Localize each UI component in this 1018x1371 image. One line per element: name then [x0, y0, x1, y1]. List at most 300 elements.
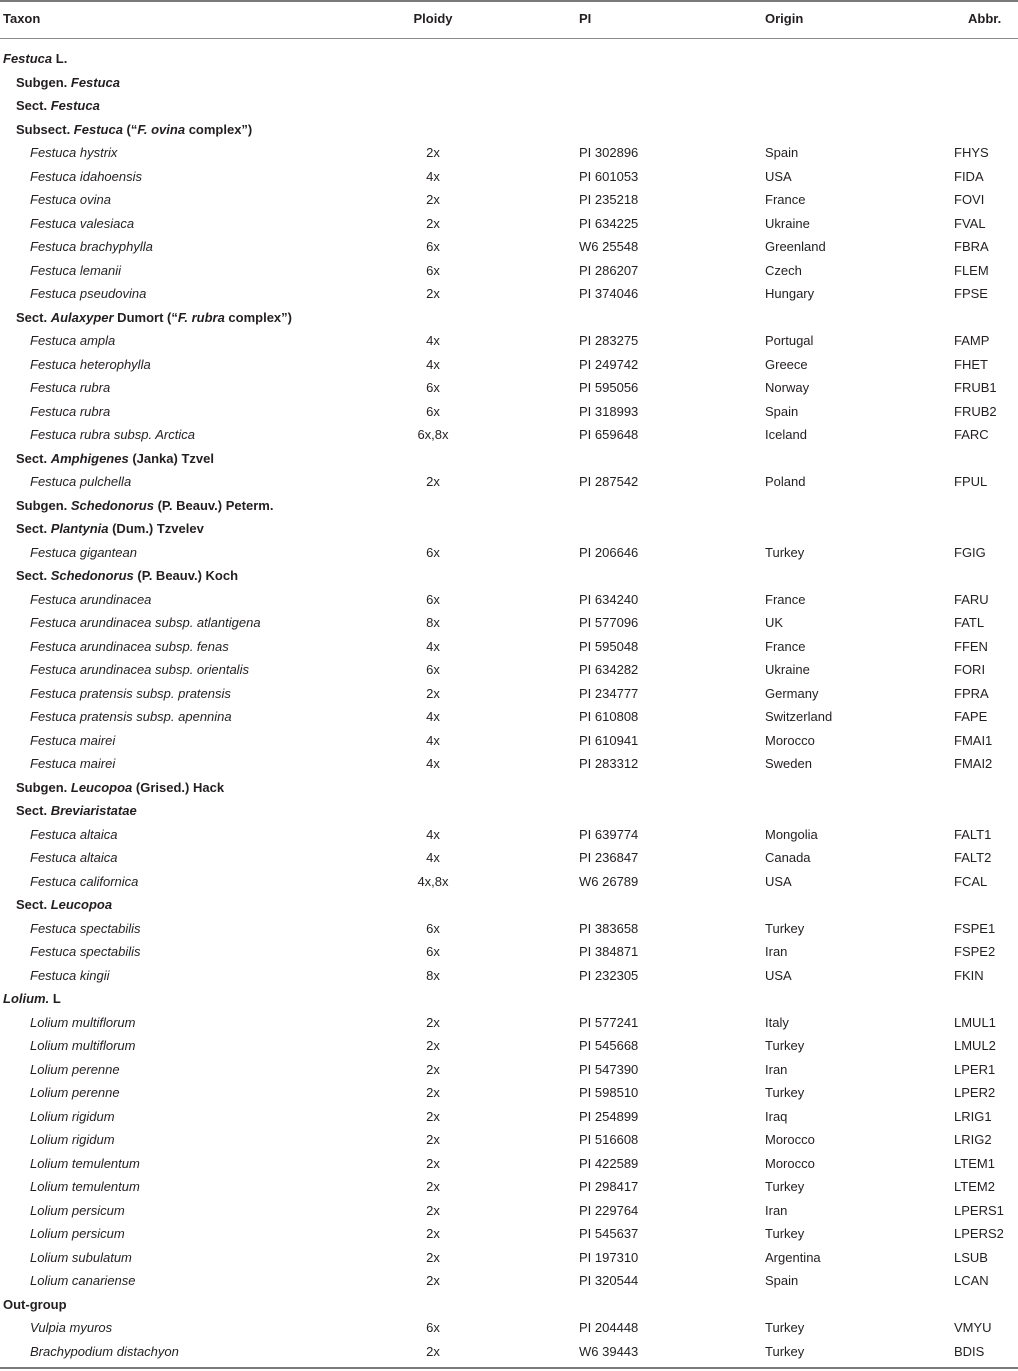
pi-cell: PI 383658	[579, 920, 639, 936]
pi-cell: PI 516608	[579, 1132, 639, 1147]
heading-segment: Dumort (“	[113, 309, 178, 325]
pi-cell: PI 595056	[579, 380, 639, 395]
heading-segment: Subsect.	[16, 121, 74, 137]
pi-cell: PI 634240	[579, 591, 639, 607]
table-row	[0, 188, 1018, 212]
pi-cell: PI 229764	[579, 1202, 639, 1218]
origin-cell: Mongolia	[765, 826, 818, 842]
taxon-cell: Festuca mairei	[30, 756, 116, 771]
pi-cell: PI 545637	[579, 1226, 639, 1241]
table-row	[0, 1175, 1018, 1199]
header-ploidy: Ploidy	[413, 11, 453, 26]
heading-segment: Plantynia	[50, 521, 109, 536]
heading-segment: Lolium.	[3, 991, 50, 1006]
genus-heading-row	[0, 47, 1018, 71]
table-top-rule	[0, 0, 1018, 2]
table-row	[0, 165, 1018, 189]
ploidy-cell: 2x	[426, 1061, 440, 1077]
pi-cell: PI 232305	[579, 967, 639, 983]
group-heading	[16, 94, 100, 118]
ploidy-cell: 6x	[426, 403, 440, 419]
table-row	[0, 846, 1018, 870]
table-row	[0, 1246, 1018, 1270]
heading-segment: Schedonorus	[70, 497, 154, 513]
taxon-cell: Festuca idahoensis	[30, 168, 143, 184]
taxon-cell: Vulpia myuros	[30, 1320, 113, 1335]
ploidy-cell: 2x	[426, 1014, 440, 1030]
table-row	[0, 611, 1018, 635]
pi-cell: PI 283275	[579, 333, 639, 348]
ploidy-cell: 2x	[426, 474, 440, 489]
heading-segment: Festuca	[50, 98, 100, 113]
pi-cell: PI 659648	[579, 427, 639, 442]
ploidy-cell: 4x	[426, 850, 440, 865]
group-heading	[16, 776, 224, 800]
abbr-cell: BDIS	[954, 1343, 985, 1359]
ploidy-cell: 2x	[426, 1132, 440, 1147]
abbr-cell: VMYU	[954, 1320, 992, 1335]
taxon-cell: Festuca arundinacea subsp. atlantigena	[30, 615, 261, 630]
table-row	[0, 141, 1018, 165]
abbr-cell: FRUB2	[954, 403, 997, 419]
group-heading-row	[0, 564, 1018, 588]
ploidy-cell: 2x	[426, 1038, 440, 1053]
abbr-cell: FKIN	[954, 967, 984, 983]
taxon-cell: Festuca ovina	[30, 192, 111, 207]
abbr-cell: FHET	[954, 356, 988, 372]
taxon-cell: Lolium perenne	[30, 1085, 120, 1100]
taxon-cell: Lolium rigidum	[30, 1108, 115, 1124]
group-heading	[16, 447, 214, 471]
taxon-cell: Festuca spectabilis	[30, 944, 141, 959]
table-row	[0, 964, 1018, 988]
table-row	[0, 1269, 1018, 1293]
pi-cell: PI 634282	[579, 662, 639, 677]
origin-cell: USA	[765, 873, 792, 889]
table-body	[0, 47, 1018, 1363]
table-row	[0, 940, 1018, 964]
group-heading	[16, 799, 137, 823]
pi-cell: PI 374046	[579, 286, 639, 301]
pi-cell: PI 601053	[579, 168, 639, 184]
pi-cell: PI 283312	[579, 756, 639, 771]
group-heading-row	[0, 306, 1018, 330]
taxon-cell: Festuca arundinacea subsp. fenas	[30, 638, 229, 654]
table-row	[0, 376, 1018, 400]
pi-cell: PI 634225	[579, 215, 639, 231]
heading-segment: Breviaristatae	[50, 803, 137, 818]
table-row	[0, 752, 1018, 776]
heading-segment: Leucopoa	[50, 897, 113, 912]
abbr-cell: FSPE1	[954, 920, 996, 936]
abbr-cell: FGIG	[954, 544, 986, 560]
table-row	[0, 870, 1018, 894]
abbr-cell: FARU	[954, 591, 989, 607]
heading-segment: Sect.	[16, 521, 51, 536]
taxon-cell: Festuca pratensis subsp. pratensis	[30, 685, 231, 701]
heading-segment: Sect.	[16, 897, 51, 912]
abbr-cell: FORI	[954, 662, 986, 677]
pi-cell: PI 384871	[579, 944, 639, 959]
pi-cell: PI 206646	[579, 544, 639, 560]
ploidy-cell: 6x	[426, 944, 440, 959]
genus-heading-row	[0, 1293, 1018, 1317]
taxon-cell: Lolium temulentum	[30, 1179, 140, 1194]
abbr-cell: FARC	[954, 427, 989, 442]
ploidy-cell: 4x	[426, 356, 440, 372]
table-row	[0, 1340, 1018, 1364]
ploidy-cell: 6x	[426, 662, 440, 677]
pi-cell: PI 249742	[579, 356, 639, 372]
header-pi: PI	[579, 11, 592, 26]
pi-cell: PI 236847	[579, 850, 639, 865]
taxon-cell: Festuca arundinacea subsp. orientalis	[30, 662, 249, 677]
ploidy-cell: 2x	[426, 145, 440, 160]
pi-cell: PI 595048	[579, 638, 639, 654]
header-origin: Origin	[765, 11, 804, 26]
abbr-cell: FATL	[954, 615, 985, 630]
origin-cell: Argentina	[765, 1249, 821, 1265]
table-row	[0, 705, 1018, 729]
origin-cell: Hungary	[765, 286, 815, 301]
abbr-cell: FBRA	[954, 239, 989, 254]
abbr-cell: FFEN	[954, 638, 988, 654]
abbr-cell: LPER2	[954, 1085, 996, 1100]
ploidy-cell: 2x	[426, 685, 440, 701]
table-row	[0, 470, 1018, 494]
pi-cell: W6 26789	[579, 873, 639, 889]
origin-cell: France	[765, 192, 806, 207]
abbr-cell: FSPE2	[954, 944, 996, 959]
origin-cell: Iran	[765, 944, 788, 959]
abbr-cell: FOVI	[954, 192, 985, 207]
origin-cell: Turkey	[765, 1320, 805, 1335]
pi-cell: PI 318993	[579, 403, 639, 419]
origin-cell: Canada	[765, 850, 811, 865]
origin-cell: Turkey	[765, 920, 805, 936]
table-row	[0, 1011, 1018, 1035]
table-row	[0, 259, 1018, 283]
abbr-cell: LTEM2	[954, 1179, 995, 1194]
heading-segment: Amphigenes	[50, 450, 129, 466]
pi-cell: PI 302896	[579, 145, 639, 160]
ploidy-cell: 6x	[426, 591, 440, 607]
abbr-cell: FAMP	[954, 333, 990, 348]
pi-cell: PI 610941	[579, 732, 639, 748]
heading-segment: Festuca	[73, 121, 123, 137]
table-row	[0, 329, 1018, 353]
origin-cell: Spain	[765, 145, 799, 160]
heading-segment: Sect.	[16, 309, 51, 325]
table-row	[0, 635, 1018, 659]
taxon-cell: Lolium temulentum	[30, 1155, 140, 1171]
abbr-cell: LPERS2	[954, 1226, 1004, 1241]
ploidy-cell: 2x	[426, 1273, 440, 1288]
taxon-cell: Lolium subulatum	[30, 1249, 132, 1265]
pi-cell: PI 287542	[579, 474, 639, 489]
abbr-cell: FALT2	[954, 850, 992, 865]
ploidy-cell: 2x	[426, 1202, 440, 1218]
abbr-cell: FCAL	[954, 873, 988, 889]
heading-segment: (Grised.) Hack	[132, 779, 225, 795]
table-row	[0, 658, 1018, 682]
table-row	[0, 1081, 1018, 1105]
origin-cell: Greenland	[765, 239, 826, 254]
table-row	[0, 423, 1018, 447]
table-row	[0, 682, 1018, 706]
abbr-cell: LMUL2	[954, 1038, 996, 1053]
heading-segment: (P. Beauv.) Peterm.	[153, 497, 274, 513]
taxon-cell: Lolium persicum	[30, 1202, 125, 1218]
heading-segment: Sect.	[16, 568, 51, 583]
genus-heading	[3, 1293, 67, 1317]
origin-cell: Italy	[765, 1014, 789, 1030]
ploidy-cell: 2x	[426, 1249, 440, 1265]
abbr-cell: LPER1	[954, 1061, 996, 1077]
origin-cell: Ukraine	[765, 215, 810, 231]
header-taxon: Taxon	[3, 11, 41, 26]
origin-cell: Poland	[765, 474, 806, 489]
heading-segment: complex”)	[224, 309, 292, 325]
group-heading-row	[0, 517, 1018, 541]
heading-segment: L	[49, 991, 61, 1006]
taxon-cell: Festuca ampla	[30, 333, 116, 348]
pi-cell: PI 234777	[579, 685, 639, 701]
heading-segment: (Dum.) Tzvelev	[108, 521, 204, 536]
group-heading-row	[0, 494, 1018, 518]
origin-cell: France	[765, 638, 806, 654]
origin-cell: Sweden	[765, 756, 812, 771]
pi-cell: PI 204448	[579, 1320, 639, 1335]
group-heading	[16, 306, 292, 330]
abbr-cell: FLEM	[954, 262, 989, 278]
origin-cell: Ukraine	[765, 662, 810, 677]
table-row	[0, 282, 1018, 306]
ploidy-cell: 6x	[426, 544, 440, 560]
origin-cell: Switzerland	[765, 709, 833, 724]
table-bottom-rule	[0, 1367, 1018, 1369]
heading-segment: Festuca	[70, 74, 121, 90]
origin-cell: Iran	[765, 1061, 788, 1077]
ploidy-cell: 6x	[426, 380, 440, 395]
table-row	[0, 353, 1018, 377]
origin-cell: Morocco	[765, 732, 815, 748]
abbr-cell: FHYS	[954, 145, 989, 160]
ploidy-cell: 6x	[426, 920, 440, 936]
ploidy-cell: 2x	[426, 1343, 440, 1359]
table-row	[0, 541, 1018, 565]
heading-segment: Leucopoa	[70, 779, 133, 795]
group-heading-row	[0, 71, 1018, 95]
pi-cell: PI 197310	[579, 1249, 639, 1265]
ploidy-cell: 2x	[426, 192, 440, 207]
table-row	[0, 1058, 1018, 1082]
group-heading-row	[0, 893, 1018, 917]
group-heading-row	[0, 94, 1018, 118]
genus-heading	[3, 47, 67, 71]
table-row	[0, 1222, 1018, 1246]
origin-cell: Morocco	[765, 1155, 815, 1171]
table-row	[0, 235, 1018, 259]
taxon-cell: Festuca pratensis subsp. apennina	[30, 709, 232, 724]
taxon-cell: Festuca kingii	[30, 967, 110, 983]
taxon-cell: Festuca hystrix	[30, 145, 118, 160]
table-row	[0, 1105, 1018, 1129]
heading-segment: (“	[122, 121, 138, 137]
heading-segment: Festuca	[3, 51, 53, 66]
heading-segment: F. ovina	[137, 121, 186, 137]
origin-cell: Spain	[765, 1273, 799, 1288]
ploidy-cell: 4x	[426, 333, 440, 348]
ploidy-cell: 2x	[426, 286, 440, 301]
origin-cell: Turkey	[765, 1038, 805, 1053]
taxon-cell: Lolium multiflorum	[30, 1038, 136, 1053]
origin-cell: Iran	[765, 1202, 788, 1218]
table-row	[0, 588, 1018, 612]
heading-segment: Sect.	[16, 98, 51, 113]
origin-cell: Iceland	[765, 427, 807, 442]
pi-cell: PI 639774	[579, 826, 639, 842]
ploidy-cell: 4x,8x	[417, 873, 449, 889]
pi-cell: W6 39443	[579, 1343, 639, 1359]
table-row	[0, 1316, 1018, 1340]
heading-segment: Subgen.	[16, 779, 71, 795]
ploidy-cell: 4x	[426, 168, 440, 184]
taxon-cell: Festuca pulchella	[30, 474, 132, 489]
origin-cell: Spain	[765, 403, 799, 419]
abbr-cell: LRIG1	[954, 1108, 992, 1124]
group-heading	[16, 71, 120, 95]
table-row	[0, 212, 1018, 236]
origin-cell: Turkey	[765, 1343, 805, 1359]
origin-cell: USA	[765, 168, 792, 184]
pi-cell: PI 286207	[579, 262, 639, 278]
abbr-cell: FVAL	[954, 215, 986, 231]
table-row	[0, 1152, 1018, 1176]
taxon-cell: Lolium perenne	[30, 1061, 120, 1077]
taxon-cell: Lolium multiflorum	[30, 1014, 136, 1030]
taxon-cell: Festuca altaica	[30, 826, 118, 842]
ploidy-cell: 2x	[426, 1179, 440, 1194]
abbr-cell: FIDA	[954, 168, 984, 184]
taxon-cell: Festuca heterophylla	[30, 356, 151, 372]
abbr-cell: FALT1	[954, 826, 992, 842]
origin-cell: Turkey	[765, 544, 805, 560]
heading-segment: Subgen.	[16, 497, 71, 513]
abbr-cell: LTEM1	[954, 1155, 995, 1171]
pi-cell: PI 577241	[579, 1014, 639, 1030]
origin-cell: France	[765, 591, 806, 607]
ploidy-cell: 4x	[426, 638, 440, 654]
group-heading	[16, 118, 252, 142]
origin-cell: Norway	[765, 380, 810, 395]
pi-cell: PI 298417	[579, 1179, 639, 1194]
ploidy-cell: 8x	[426, 615, 440, 630]
genus-heading	[3, 987, 61, 1011]
ploidy-cell: 4x	[426, 709, 440, 724]
ploidy-cell: 6x	[426, 1320, 440, 1335]
table-row	[0, 400, 1018, 424]
pi-cell: PI 545668	[579, 1038, 639, 1053]
ploidy-cell: 4x	[426, 732, 440, 748]
group-heading	[16, 517, 204, 541]
ploidy-cell: 2x	[426, 1085, 440, 1100]
pi-cell: PI 547390	[579, 1061, 639, 1077]
origin-cell: Czech	[765, 262, 802, 278]
ploidy-cell: 6x	[426, 239, 440, 254]
taxon-cell: Lolium rigidum	[30, 1132, 115, 1147]
pi-cell: PI 320544	[579, 1273, 639, 1288]
ploidy-cell: 4x	[426, 756, 440, 771]
pi-cell: PI 422589	[579, 1155, 639, 1171]
origin-cell: UK	[765, 615, 784, 630]
taxon-cell: Brachypodium distachyon	[30, 1343, 179, 1359]
group-heading	[16, 893, 112, 917]
abbr-cell: LMUL1	[954, 1014, 996, 1030]
taxon-cell: Festuca valesiaca	[30, 215, 135, 231]
taxon-cell: Festuca gigantean	[30, 544, 137, 560]
table-row	[0, 823, 1018, 847]
pi-cell: PI 235218	[579, 192, 639, 207]
ploidy-cell: 2x	[426, 215, 440, 231]
heading-segment: L.	[52, 51, 68, 66]
heading-segment: Sect.	[16, 450, 51, 466]
origin-cell: Portugal	[765, 333, 814, 348]
origin-cell: Turkey	[765, 1179, 805, 1194]
heading-segment: Out-group	[3, 1296, 67, 1312]
pi-cell: PI 610808	[579, 709, 639, 724]
group-heading-row	[0, 118, 1018, 142]
ploidy-cell: 6x,8x	[417, 427, 449, 442]
table-row	[0, 1034, 1018, 1058]
header-abbr: Abbr.	[968, 11, 1002, 26]
origin-cell: Turkey	[765, 1085, 805, 1100]
origin-cell: Germany	[765, 685, 819, 701]
heading-segment: Subgen.	[16, 74, 71, 90]
abbr-cell: FRUB1	[954, 380, 997, 395]
origin-cell: Morocco	[765, 1132, 815, 1147]
taxon-cell: Lolium canariense	[30, 1273, 136, 1288]
origin-cell: Greece	[765, 356, 808, 372]
abbr-cell: LSUB	[954, 1249, 988, 1265]
ploidy-cell: 2x	[426, 1155, 440, 1171]
table-row	[0, 1199, 1018, 1223]
heading-segment: (Janka) Tzvel	[128, 450, 214, 466]
table-row	[0, 917, 1018, 941]
taxon-cell: Festuca spectabilis	[30, 920, 141, 936]
taxon-cell: Festuca rubra	[30, 380, 111, 395]
ploidy-cell: 2x	[426, 1108, 440, 1124]
abbr-cell: FAPE	[954, 709, 988, 724]
taxon-cell: Festuca arundinacea	[30, 591, 152, 607]
taxon-cell: Festuca rubra	[30, 403, 111, 419]
taxon-cell: Festuca altaica	[30, 850, 118, 865]
ploidy-cell: 6x	[426, 262, 440, 278]
ploidy-cell: 2x	[426, 1226, 440, 1241]
group-heading	[16, 494, 273, 518]
ploidy-cell: 8x	[426, 967, 440, 983]
taxon-cell: Festuca lemanii	[30, 262, 122, 278]
group-heading-row	[0, 799, 1018, 823]
group-heading	[16, 564, 238, 588]
heading-segment: (P. Beauv.) Koch	[133, 568, 239, 583]
origin-cell: USA	[765, 967, 792, 983]
heading-segment: F. rubra	[177, 309, 225, 325]
group-heading-row	[0, 447, 1018, 471]
abbr-cell: LCAN	[954, 1273, 989, 1288]
abbr-cell: FMAI2	[954, 756, 993, 771]
table-row	[0, 729, 1018, 753]
